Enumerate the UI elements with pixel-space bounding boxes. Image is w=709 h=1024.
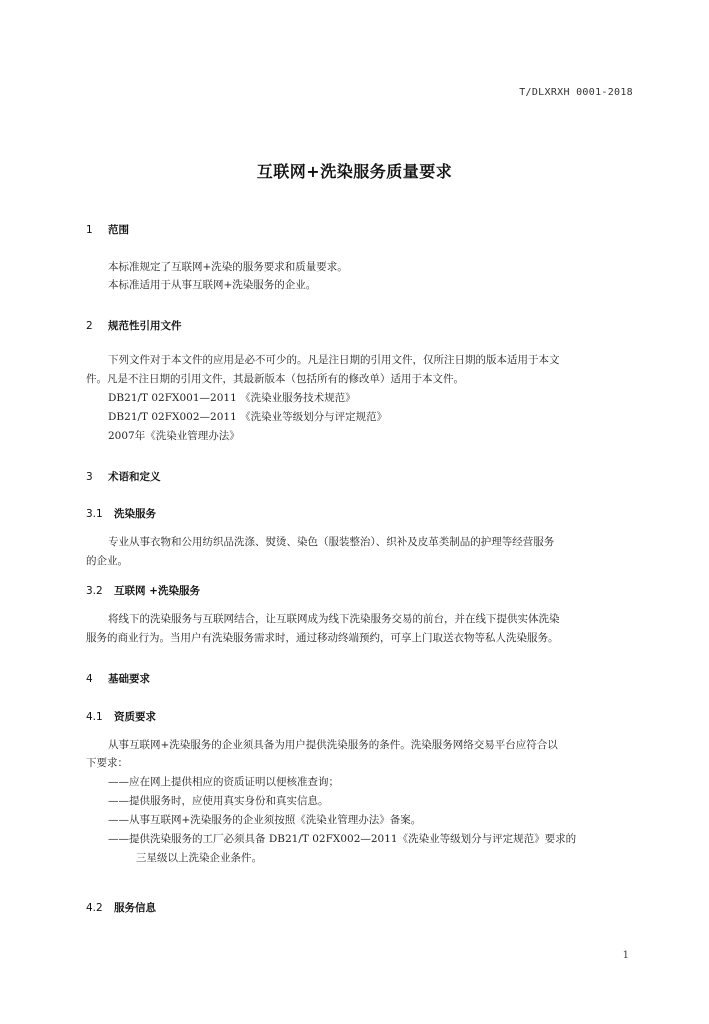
section-title: 服务信息 — [114, 902, 156, 914]
section-3-2-heading — [86, 583, 200, 598]
section-title: 规范性引用文件 — [108, 320, 182, 332]
section-title: 术语和定义 — [108, 471, 161, 483]
reference-item: DB21/T 02FX002—2011 《洗染业等级划分与评定规范》 — [108, 411, 388, 423]
list-item-continuation: 三星级以上洗染企业条件。 — [136, 852, 262, 864]
paragraph-line: 下要求： — [86, 757, 128, 769]
section-title: 洗染服务 — [114, 508, 156, 520]
section-2-heading — [86, 318, 182, 333]
section-title: 资质要求 — [114, 711, 156, 723]
section-title: 范围 — [108, 224, 129, 236]
list-item: ——提供洗染服务的工厂必须具备 DB21/T 02FX002—2011《洗染业等级划分与评定规范》要求的 — [108, 833, 577, 845]
list-item: ——应在网上提供相应的资质证明以便核准查询； — [108, 776, 339, 788]
section-3-1-heading — [86, 506, 156, 521]
reference-item: 2007年《洗染业管理办法》 — [108, 430, 240, 442]
standard-code: T/DLXRXH 0001-2018 — [519, 87, 633, 98]
section-number: 2 — [86, 320, 93, 332]
section-title: 互联网 +洗染服务 — [114, 585, 200, 597]
page-number: 1 — [622, 950, 629, 961]
section-4-2-heading — [86, 900, 156, 915]
paragraph-line: 件。凡是不注日期的引用文件，其最新版本（包括所有的修改单）适用于本文件。 — [86, 373, 464, 385]
section-number: 4 — [86, 673, 93, 685]
reference-item: DB21/T 02FX001—2011 《洗染业服务技术规范》 — [108, 392, 356, 404]
section-number: 3 — [86, 471, 93, 483]
section-4-1-heading — [86, 709, 156, 724]
section-number: 1 — [86, 224, 93, 236]
list-item: ——从事互联网+洗染服务的企业须按照《洗染业管理办法》备案。 — [108, 814, 422, 826]
section-4-heading — [86, 671, 150, 686]
section-1-heading — [86, 222, 129, 237]
section-title: 基础要求 — [108, 673, 150, 685]
paragraph-line: 的企业。 — [86, 555, 128, 567]
section-number: 4.1 — [86, 711, 103, 723]
document-title: 互联网+洗染服务质量要求 — [256, 162, 453, 181]
section-number: 3.1 — [86, 508, 103, 520]
section-number: 4.2 — [86, 902, 103, 914]
list-item: ——提供服务时，应使用真实身份和真实信息。 — [108, 795, 329, 807]
section-3-heading — [86, 469, 161, 484]
paragraph-line: 下列文件对于本文件的应用是必不可少的。凡是注日期的引用文件，仅所注日期的版本适用于本文 — [108, 354, 560, 366]
paragraph-line: 将线下的洗染服务与互联网结合，让互联网成为线下洗染服务交易的前台，并在线下提供实体洗染 — [108, 613, 560, 625]
section-number: 3.2 — [86, 585, 103, 597]
paragraph-line: 本标准适用于从事互联网+洗染服务的企业。 — [108, 279, 317, 291]
paragraph-line: 本标准规定了互联网+洗染的服务要求和质量要求。 — [108, 261, 348, 273]
paragraph-line: 服务的商业行为。当用户有洗染服务需求时，通过移动终端预约，可享上门取送衣物等私人洗染服务。 — [86, 632, 559, 644]
paragraph-line: 从事互联网+洗染服务的企业须具备为用户提供洗染服务的条件。洗染服务网络交易平台应符合以 — [108, 739, 558, 751]
paragraph-line: 专业从事衣物和公用纺织品洗涤、熨烫、染色（服装整治）、织补及皮革类制品的护理等经营服务 — [108, 536, 555, 548]
